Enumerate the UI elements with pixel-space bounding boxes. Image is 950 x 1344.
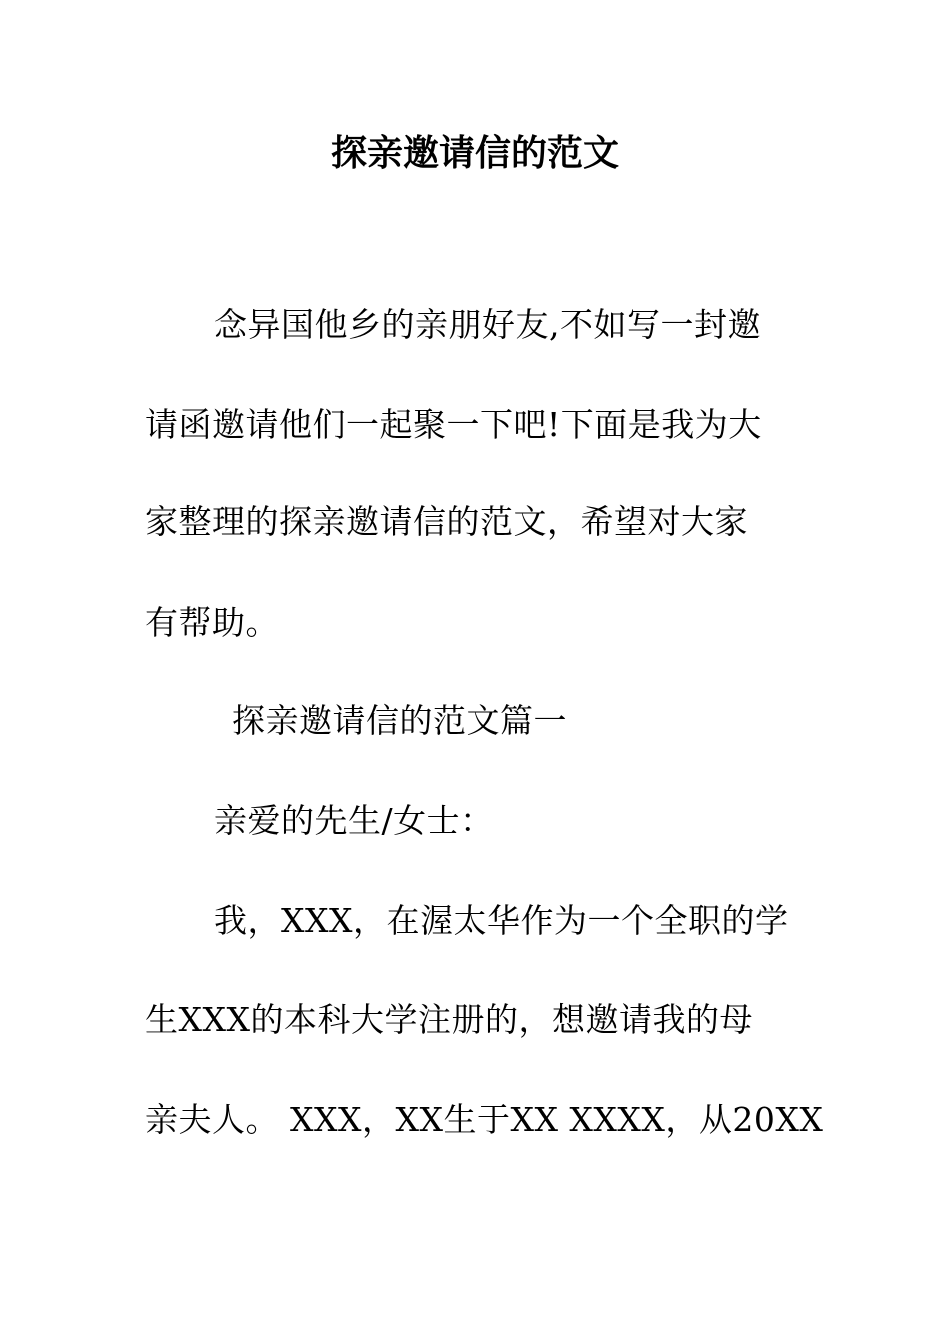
section-heading: 探亲邀请信的范文篇一 [232, 701, 567, 740]
letter-line-3: 亲夫人。 XXX，XX生于XX XXXX，从20XX [145, 1100, 824, 1139]
paragraph-line-1: 念异国他乡的亲朋好友,不如写一封邀 [214, 305, 761, 344]
paragraph-line-4: 有帮助。 [145, 603, 279, 642]
letter-line-1: 我，XXX，在渥太华作为一个全职的学 [214, 901, 789, 940]
paragraph-line-2: 请函邀请他们一起聚一下吧!下面是我为大 [145, 405, 762, 444]
salutation: 亲爱的先生/女士： [214, 801, 494, 840]
letter-line-2: 生XXX的本科大学注册的，想邀请我的母 [145, 1000, 753, 1039]
document-title: 探亲邀请信的范文 [330, 133, 619, 174]
paragraph-line-3: 家整理的探亲邀请信的范文，希望对大家 [145, 502, 748, 541]
